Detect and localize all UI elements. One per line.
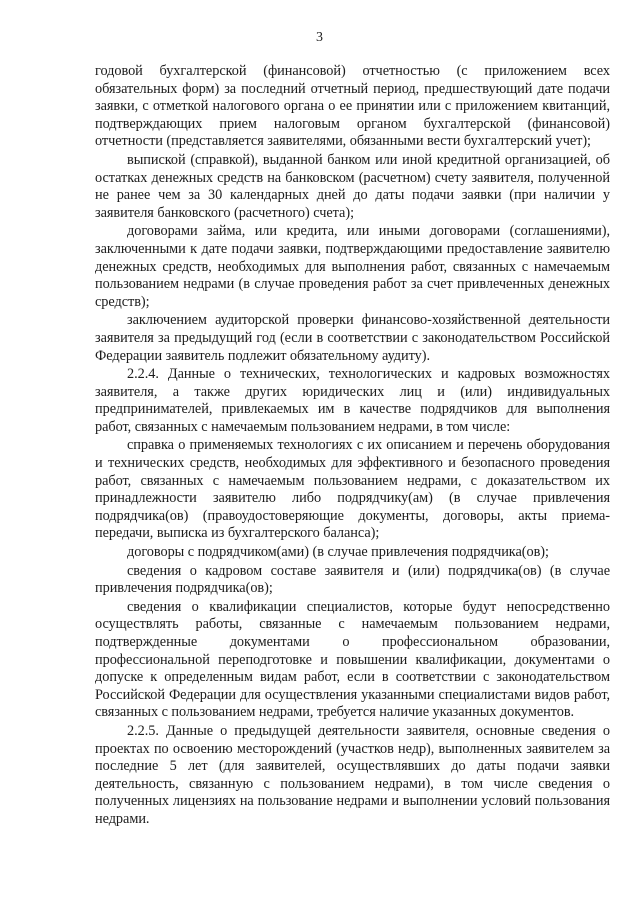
page-number: 3 [316,30,323,45]
paragraph-section-2-2-5: 2.2.5. Данные о предыдущей деятельности заявителя, основные сведения о проектах по освоению месторождений (участков недр), выполненных заявителем за последние 5 лет (для заявителей, осуществлявших до даты подачи заявки деятельность, связанную с пользованием недрами), в том числе сведения о полученных лицензиях на пользование недрами и выполнении условий пользования недрами. [95,722,610,827]
paragraph-bank-statement: выпиской (справкой), выданной банком или иной кредитной организацией, об остатках денежных средств на банковском (расчетном) счету заявителя, полученной не ранее чем за 30 календарных дней до даты подачи заявки (при наличии у заявителя банковского (расчетного) счета); [95,151,610,221]
paragraph-loan-agreements: договорами займа, или кредита, или иными договорами (соглашениями), заключенными к дате подачи заявки, подтверждающими предоставление заявителю денежных средств, необходимых для выполнения работ, связанных с намечаемым пользованием недрами (в случае проведения работ за счет привлеченных денежных средств); [95,223,610,310]
paragraph-section-2-2-4: 2.2.4. Данные о технических, технологических и кадровых возможностях заявителя, а также других юридических лиц и (или) индивидуальных предпринимателей, привлекаемых им в качестве подрядчиков для выполнения работ, связанных с намечаемым пользованием недрами, в том числе: [95,366,610,435]
paragraph-contractor-agreements: договоры с подрядчиком(ами) (в случае привлечения подрядчика(ов); [127,544,549,561]
document-body [95,63,610,829]
paragraph-financial-statements: годовой бухгалтерской (финансовой) отчетностью (с приложением всех обязательных форм) за последний отчетный период, предшествующий дате подачи заявки, с отметкой налогового органа о ее принятии или с приложением квитанций, подтверждающих прием налоговым органом бухгалтерской (финансовой) отчетности (представляется заявителями, обязанными вести бухгалтерский учет); [95,63,610,150]
paragraph-audit-report: заключением аудиторской проверки финансово-хозяйственной деятельности заявителя за предыдущий год (если в соответствии с законодательством Российской Федерации заявитель подлежит обязательному аудиту). [95,312,610,364]
paragraph-specialist-qualification: сведения о квалификации специалистов, которые будут непосредственно осуществлять работы, связанные с намечаемым пользованием недрами, подтвержденные документами о профессиональном образовании, профессиональной переподготовке и повышении квалификации, документами о допуске к определенным видам работ, если в соответствии с законодательством Российской Федерации для осуществления указанными специалистами видов работ, связанных с пользованием недрами, требуется наличие указанных документов. [95,598,610,721]
paragraph-staff-info: сведения о кадровом составе заявителя и (или) подрядчика(ов) (в случае привлечения подрядчика(ов); [95,562,610,597]
paragraph-technology-reference: справка о применяемых технологиях с их описанием и перечень оборудования и технических средств, необходимых для эффективного и безопасного проведения работ, связанных с намечаемым пользованием недрами, с доказательством их принадлежности заявителю либо подрядчику(ам) (в случае привлечения подрядчика(ов) (правоудостоверяющие документы, договоры, акты приема-передачи, выписка из бухгалтерского баланса); [95,437,610,542]
